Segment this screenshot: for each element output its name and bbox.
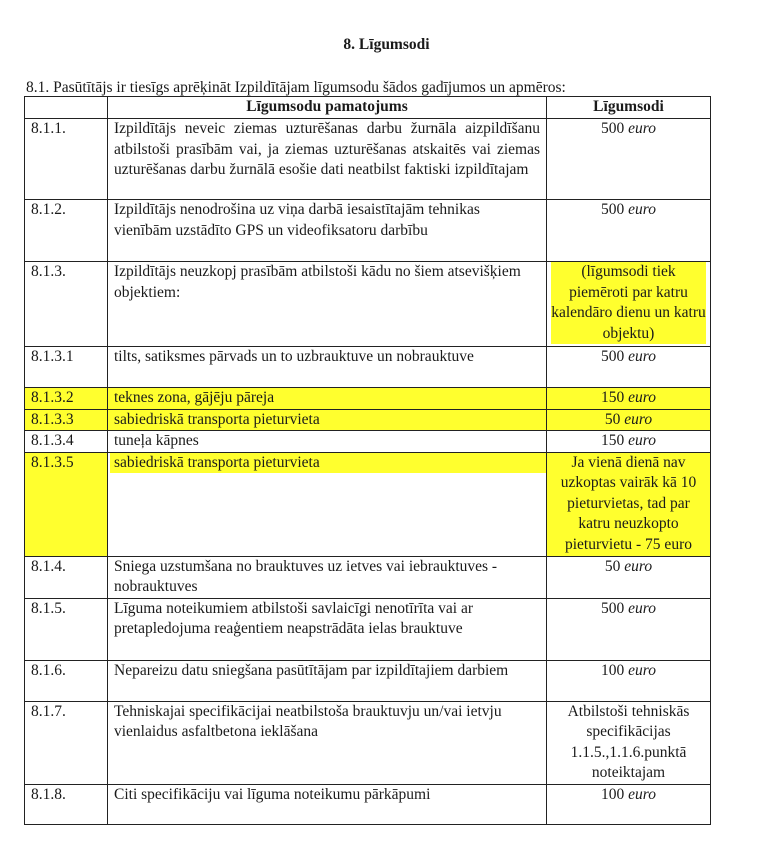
row-number: 8.1.3.4 — [25, 431, 108, 453]
currency-label: euro — [628, 120, 656, 137]
currency-label: euro — [628, 661, 656, 679]
currency-label: euro — [628, 201, 656, 218]
table-row — [25, 262, 711, 347]
currency-label: euro — [628, 432, 656, 449]
amount-value: 150 — [601, 389, 625, 406]
currency-label: euro — [628, 389, 656, 406]
table-row — [25, 660, 711, 701]
header-basis: Līgumsodu pamatojums — [108, 97, 547, 119]
row-number: 8.1.3. — [25, 262, 108, 347]
amount-note: (līgumsodi tiek piemēroti par katru kalendāro dienu un katru objektu) — [551, 262, 706, 344]
table-row — [25, 784, 711, 824]
row-amount — [547, 119, 711, 200]
table-row — [25, 409, 711, 431]
table-row — [25, 556, 711, 598]
row-number: 8.1.6. — [25, 660, 108, 701]
currency-label: euro — [628, 348, 656, 365]
header-number — [25, 97, 108, 119]
amount-value: 50 — [604, 557, 621, 575]
table-row — [25, 347, 711, 388]
row-number: 8.1.3.5 — [25, 452, 108, 556]
row-amount: Ja vienā dienā nav uzkoptas vairāk kā 10 pieturvietas, tad par katru neuzkopto pieturvietu - 75 euro — [547, 452, 711, 556]
table-row — [25, 431, 711, 453]
amount-value: 50 — [604, 410, 621, 428]
row-amount — [547, 347, 711, 388]
row-amount — [547, 598, 711, 660]
table-row — [25, 388, 711, 410]
row-description: Citi specifikāciju vai līguma noteikumu pārkāpumi — [108, 784, 547, 824]
amount-value: 150 — [601, 432, 625, 449]
currency-label: euro — [624, 557, 653, 575]
amount-value: 500 — [601, 348, 625, 365]
currency-label: euro — [628, 599, 656, 617]
row-amount — [547, 431, 711, 453]
row-description: Izpildītājs nenodrošina uz viņa darbā iesaistītajām tehnikas vienībām uzstādīto GPS un videofiksatoru darbību — [108, 200, 547, 262]
table-row — [25, 598, 711, 660]
row-description: sabiedriskā transporta pieturvieta — [108, 409, 547, 431]
row-description: Nepareizu datu sniegšana pasūtītājam par izpildītajiem darbiem — [108, 660, 547, 701]
row-number: 8.1.7. — [25, 701, 108, 784]
row-description: sabiedriskā transporta pieturvieta — [108, 452, 547, 556]
header-penalty: Līgumsodi — [547, 97, 711, 119]
penalties-table — [24, 96, 711, 825]
row-description: Tehniskajai specifikācijai neatbilstoša brauktuvju un/vai ietvju vienlaidus asfaltbetona ieklāšana — [108, 701, 547, 784]
amount-value: 500 — [601, 120, 625, 137]
currency-label: euro — [628, 785, 656, 803]
section-title: 8. Līgumsodi — [343, 36, 430, 53]
row-amount — [547, 200, 711, 262]
row-number: 8.1.3.1 — [25, 347, 108, 388]
row-description: tilts, satiksmes pārvads un to uzbrauktuve un nobrauktuve — [108, 347, 547, 388]
row-number: 8.1.4. — [25, 556, 108, 598]
amount-value: 100 — [601, 785, 625, 803]
table-row — [25, 701, 711, 784]
row-amount — [547, 784, 711, 824]
row-description: teknes zona, gājēju pāreja — [108, 388, 547, 410]
row-number: 8.1.3.3 — [25, 409, 108, 431]
table-header-row — [25, 97, 711, 119]
row-description: Izpildītājs neuzkopj prasībām atbilstoši kādu no šiem atsevišķiem objektiem: — [108, 262, 547, 347]
row-number: 8.1.3.2 — [25, 388, 108, 410]
row-amount — [547, 556, 711, 598]
row-amount — [547, 409, 711, 431]
amount-value: 500 — [601, 599, 625, 617]
row-number: 8.1.5. — [25, 598, 108, 660]
currency-label: euro — [624, 410, 653, 428]
row-amount — [547, 388, 711, 410]
row-number: 8.1.1. — [25, 119, 108, 200]
row-description: Līguma noteikumiem atbilstoši savlaicīgi nenotīrīta vai ar pretapledojuma reaģentiem neapstrādāta ielas brauktuve — [108, 598, 547, 660]
row-number: 8.1.2. — [25, 200, 108, 262]
row-description: tuneļa kāpnes — [108, 431, 547, 453]
row-amount — [547, 262, 711, 347]
table-row — [25, 200, 711, 262]
amount-value: 100 — [601, 661, 625, 679]
row-amount — [547, 660, 711, 701]
table-row — [25, 452, 711, 556]
row-description: Sniega uzstumšana no brauktuves uz ietves vai iebrauktuves - nobrauktuves — [108, 556, 547, 598]
intro-paragraph: 8.1. Pasūtītājs ir tiesīgs aprēķināt Izpildītājam līgumsodu šādos gadījumos un apmēros: — [26, 79, 566, 96]
table-row — [25, 119, 711, 200]
row-description: Izpildītājs neveic ziemas uzturēšanas darbu žurnāla aizpildīšanu atbilstoši prasībām vai, ja ziemas uzturēšanas atskaitēs vai ziemas uzturēšanas darbu žurnālā esošie dati neatbilst faktiski izpildītajam — [108, 119, 547, 200]
row-amount: Atbilstoši tehniskās specifikācijas 1.1.5.,1.1.6.punktā noteiktajam — [547, 701, 711, 784]
row-number: 8.1.8. — [25, 784, 108, 824]
amount-value: 500 — [601, 201, 625, 218]
